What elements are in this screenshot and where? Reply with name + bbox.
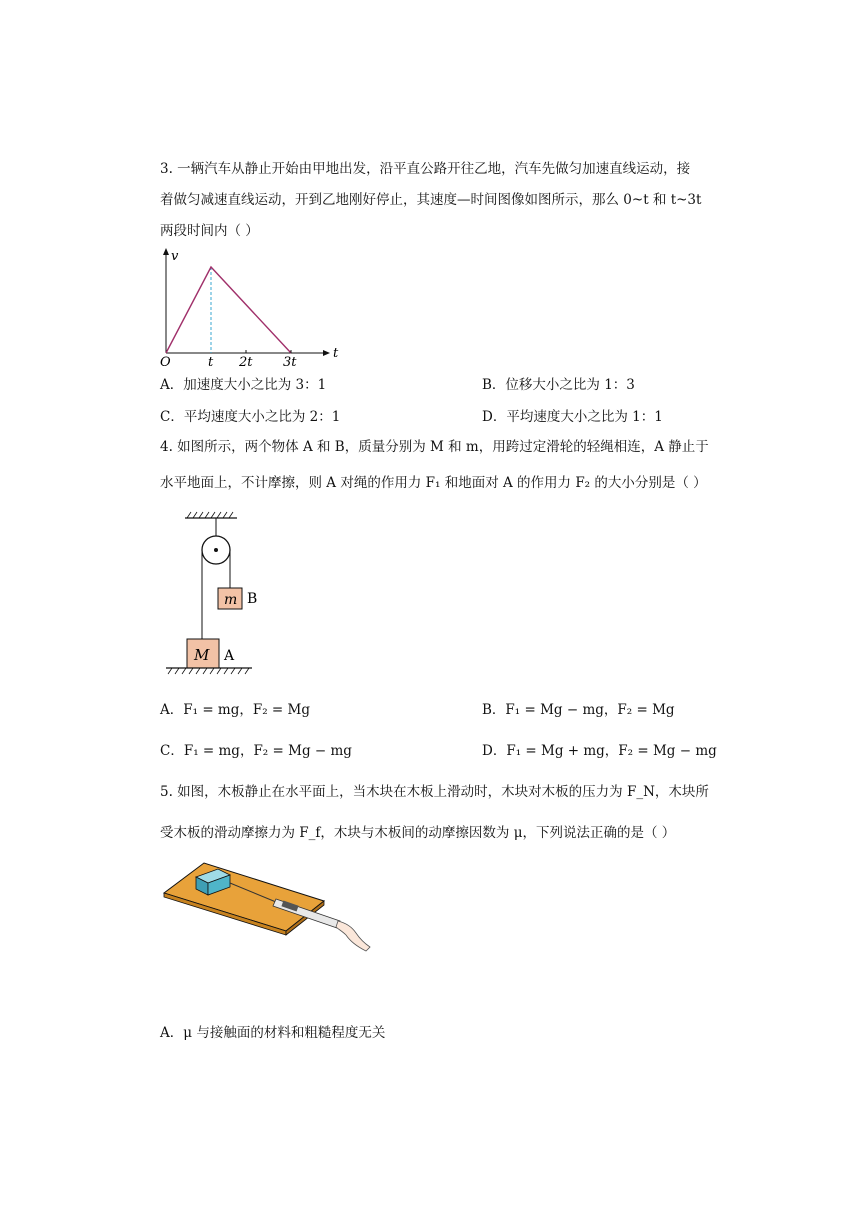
label-a: A [224, 648, 235, 664]
q5-stem-line2: 受木板的滑动摩擦力为 F_f，木块与木板间的动摩擦因数为 μ，下列说法正确的是（ ） [160, 825, 676, 841]
q4-option-b: B．F₁ = Mg − mg，F₂ = Mg [482, 702, 675, 718]
q3-stem-line1: 3. 一辆汽车从静止开始由甲地出发，沿平直公路开往乙地，汽车先做匀加速直线运动，接 [160, 161, 691, 177]
q4-option-d: D．F₁ = Mg + mg，F₂ = Mg − mg [482, 743, 717, 759]
label-tick-3t: 3t [283, 355, 297, 370]
q4-option-c: C．F₁ = mg，F₂ = Mg − mg [160, 743, 352, 759]
friction-experiment-figure [160, 855, 380, 955]
label-m: m [224, 592, 238, 608]
pulley-axle [214, 548, 218, 552]
velocity-line [166, 267, 291, 353]
q5-stem-line1: 5. 如图，木板静止在水平面上，当木块在木板上滑动时，木块对木板的压力为 F_N，木块所 [160, 784, 709, 800]
ceiling-hatch [187, 512, 233, 518]
label-tick-t: t [208, 355, 214, 370]
label-origin: O [160, 355, 171, 370]
q3-option-d: D．平均速度大小之比为 1：1 [482, 409, 663, 425]
q5-option-a: A．μ 与接触面的材料和粗糙程度无关 [160, 1025, 386, 1041]
t-axis-arrow [323, 350, 330, 356]
pulley-diagram [160, 508, 270, 678]
ground-hatch [168, 668, 249, 674]
label-b: B [247, 591, 258, 607]
q3-option-a: A．加速度大小之比为 3：1 [160, 377, 327, 393]
v-axis-arrow [163, 248, 169, 255]
label-t-axis: t [333, 346, 339, 361]
q4-stem-line1: 4. 如图所示，两个物体 A 和 B，质量分别为 M 和 m，用跨过定滑轮的轻绳相连，A 静止于 [160, 439, 709, 455]
q3-stem-line2: 着做匀减速直线运动，开到乙地刚好停止，其速度—时间图像如图所示，那么 0~t 和 t~3t [160, 192, 702, 208]
q3-option-c: C．平均速度大小之比为 2：1 [160, 409, 341, 425]
q4-option-a: A．F₁ = mg，F₂ = Mg [160, 702, 311, 718]
velocity-time-graph [150, 245, 350, 370]
q3-option-b: B．位移大小之比为 1：3 [482, 377, 635, 393]
label-v: v [171, 249, 179, 264]
q3-stem-line3: 两段时间内（ ） [160, 223, 259, 239]
label-M: M [194, 646, 210, 664]
hand [336, 921, 370, 951]
label-tick-2t: 2t [239, 355, 253, 370]
q4-stem-line2: 水平地面上，不计摩擦，则 A 对绳的作用力 F₁ 和地面对 A 的作用力 F₂ 的大小分别是（ ） [160, 475, 707, 491]
